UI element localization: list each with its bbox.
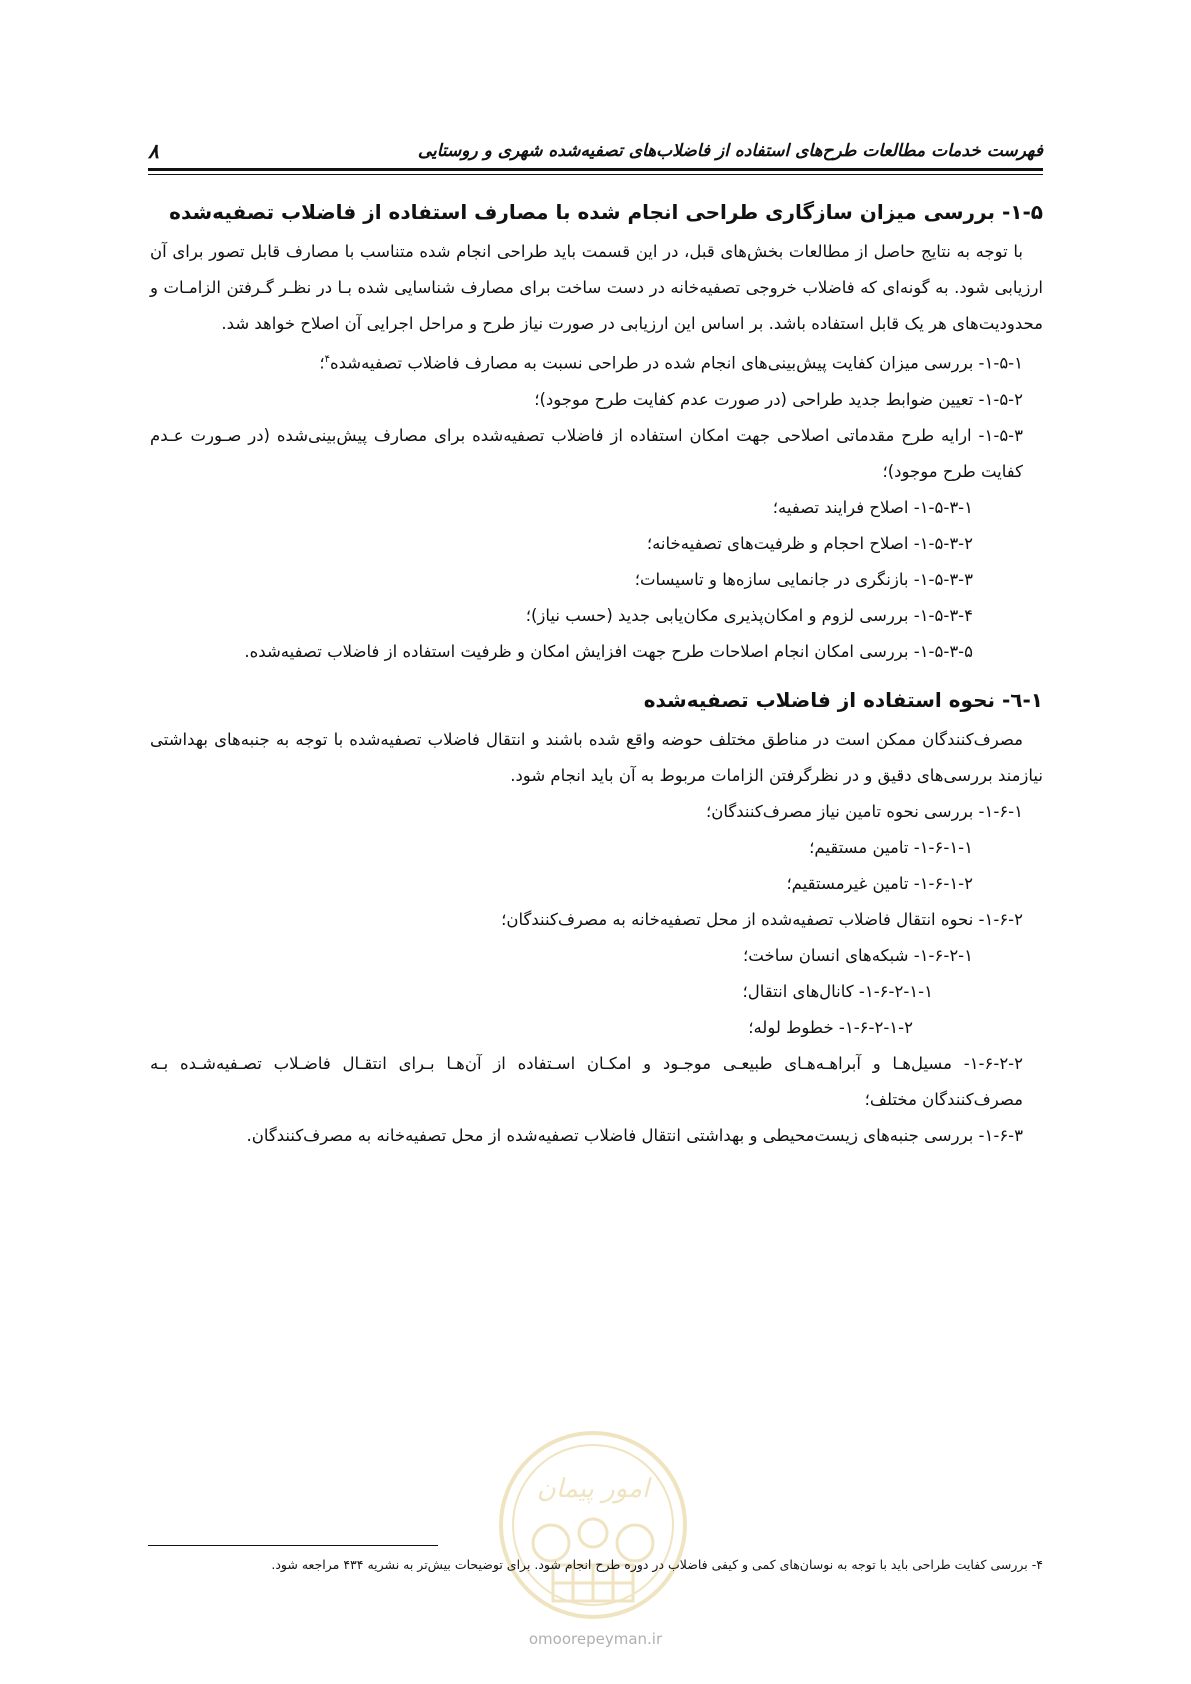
section-heading-1-5: ۱-۵- بررسی میزان سازگاری طراحی انجام شده با مصارف استفاده از فاضلاب تصفیه‌شده [169, 200, 1043, 224]
item-1-5-3-5: ۱-۵-۳-۵- بررسی امکان انجام اصلاحات طرح جهت افزایش امکان و ظرفیت استفاده از فاضلاب تصفیه‌شده. [244, 641, 973, 661]
page-header [148, 134, 1043, 168]
footnote-4: ۴- بررسی کفایت طراحی باید با توجه به نوسان‌های کمی و کیفی فاضلاب در دوره طرح انجام شود. برای توضیحات بیش‌تر به نشریه ۴۳۴ مراجعه شود. [271, 1557, 1043, 1572]
section-1-5-paragraph: با توجه به نتایج حاصل از مطالعات بخش‌های قبل، در این قسمت باید طراحی انجام شده متناسب با مصارف قابل تصور برای آن ارزیابی شود. به گونه‌ای که فاضلاب خروجی تصفیه‌خانه در دست ساخت برای مصارف شناسایی شده بـا در نظـر گـرفتن الزامـات و محدودیت‌های هر یک قابل استفاده باشد. بر اساس این ارزیابی در صورت نیاز طرح و مراحل اجرایی آن اصلاح خواهد شد. [150, 242, 1043, 333]
item-1-5-3-4: ۱-۵-۳-۴- بررسی لزوم و امکان‌پذیری مکان‌یابی جدید (حسب نیاز)؛ [525, 605, 973, 625]
item-1-5-3: ۱-۵-۳- ارایه طرح مقدماتی اصلاحی جهت امکان استفاده از فاضلاب تصفیه‌شده برای مصارف پیش‌بینی‌شده (در صـورت عـدم کفایت طرح موجود)؛ [150, 425, 1023, 481]
footnote-rule [148, 1545, 438, 1546]
page-content [150, 190, 1043, 1154]
section-heading-1-6: ۱-٦- نحوه استفاده از فاضلاب تصفیه‌شده [643, 687, 1043, 712]
item-1-5-2: ۱-۵-۲- تعیین ضوابط جدید طراحی (در صورت عدم کفایت طرح موجود)؛ [534, 389, 1023, 409]
item-1-6-2-2: ۱-۶-۲-۲- مسیل‌هـا و آبراهـه‌هـای طبیعـی موجـود و امکـان اسـتفاده از آن‌هـا بـرای انتقـال فاضـلاب تصـفیه‌شـده بـه مصرف‌کنندگان مختلف؛ [150, 1053, 1023, 1109]
footnote-ref-4[interactable]: ۴ [324, 354, 330, 365]
item-1-6-3: ۱-۶-۳- بررسی جنبه‌های زیست‌محیطی و بهداشتی انتقال فاضلاب تصفیه‌شده از محل تصفیه‌خانه به مصرف‌کنندگان. [246, 1125, 1023, 1145]
item-1-5-3-3: ۱-۵-۳-۳- بازنگری در جانمایی سازه‌ها و تاسیسات؛ [634, 569, 973, 589]
header-rule-thin [148, 174, 1043, 175]
item-1-6-2-1-2: ۱-۶-۲-۱-۲- خطوط لوله؛ [748, 1017, 913, 1037]
item-1-5-3-1: ۱-۵-۳-۱- اصلاح فرایند تصفیه؛ [772, 497, 973, 517]
section-gap [150, 670, 1043, 678]
watermark-text: omoorepeyman.ir [528, 1630, 663, 1648]
page-number: ۸ [148, 139, 159, 163]
item-1-5-1 [150, 342, 1043, 382]
item-1-6-1: ۱-۶-۱- بررسی نحوه تامین نیاز مصرف‌کنندگان؛ [706, 801, 1023, 821]
item-1-5-1-text: ۱-۵-۱- بررسی میزان کفایت پیش‌بینی‌های انجام شده در طراحی نسبت به مصارف فاضلاب تصفیه‌شده [329, 353, 1023, 373]
omoorepeyman-seal-logo-icon [493, 1425, 693, 1625]
item-1-6-2-1: ۱-۶-۲-۱- شبکه‌های انسان ساخت؛ [743, 945, 973, 965]
item-1-6-2-1-1: ۱-۶-۲-۱-۱- کانال‌های انتقال؛ [742, 981, 933, 1001]
item-1-6-2: ۱-۶-۲- نحوه انتقال فاضلاب تصفیه‌شده از محل تصفیه‌خانه به مصرف‌کنندگان؛ [501, 909, 1023, 929]
item-1-5-1-end: ؛ [319, 353, 325, 373]
item-1-6-1-1: ۱-۶-۱-۱- تامین مستقیم؛ [809, 837, 973, 857]
watermark-logo-text: امور پیمان [536, 1474, 650, 1504]
section-1-6-paragraph: مصرف‌کنندگان ممکن است در مناطق مختلف حوضه واقع شده باشند و انتقال فاضلاب تصفیه‌شده با توجه به جنبه‌های بهداشتی نیازمند بررسی‌های دقیق و در نظرگرفتن الزامات مربوط به آن باید انجام شود. [150, 729, 1043, 785]
header-title: فهرست خدمات مطالعات طرح‌های استفاده از فاضلاب‌های تصفیه‌شده شهری و روستایی [417, 141, 1043, 161]
item-1-5-3-2: ۱-۵-۳-۲- اصلاح احجام و ظرفیت‌های تصفیه‌خانه؛ [646, 533, 973, 553]
item-1-6-1-2: ۱-۶-۱-۲- تامین غیرمستقیم؛ [786, 873, 973, 893]
header-rule-thick [148, 168, 1043, 171]
